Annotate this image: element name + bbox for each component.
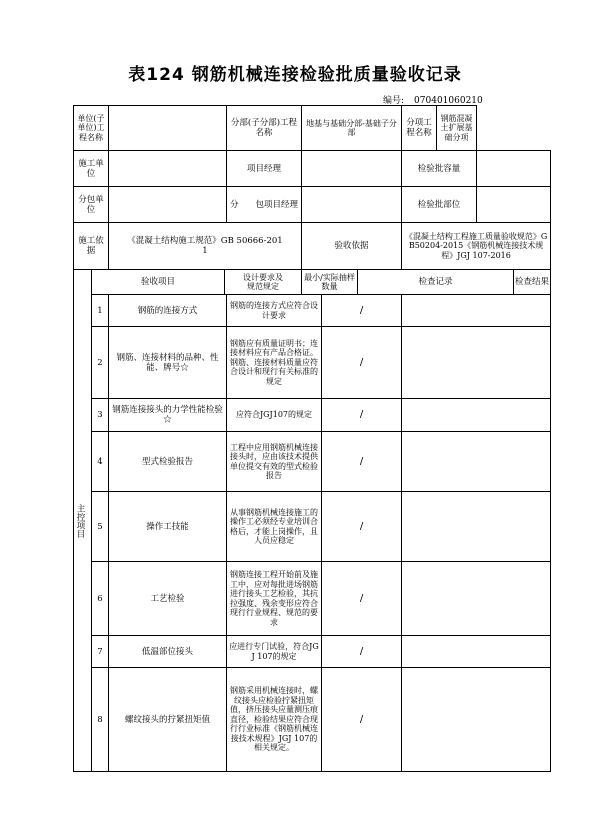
row-record bbox=[402, 668, 551, 772]
row-requirement: 工程中应用钢筋机械连接接头时，应由该技术提供单位提交有效的型式检验报告 bbox=[227, 432, 322, 492]
subcontractor-value bbox=[109, 187, 227, 223]
row-item: 钢筋连接接头的力学性能检验☆ bbox=[109, 399, 227, 432]
row-number: 8 bbox=[92, 668, 109, 772]
table-row bbox=[74, 492, 551, 562]
record-number-label: 编号: bbox=[383, 96, 405, 106]
row-item: 工艺检验 bbox=[109, 562, 227, 636]
row-requirement: 应进行专门试验，符合JGJ 107的规定 bbox=[227, 636, 322, 668]
row-item: 操作工技能 bbox=[109, 492, 227, 562]
row-sample: / bbox=[322, 432, 402, 492]
basis-value: 《混凝土结构施工规范》GB 50666-2011 bbox=[109, 223, 302, 270]
item-value: 钢筋混凝土扩展基础分项 bbox=[437, 106, 477, 151]
item-label: 分项工程名称 bbox=[402, 106, 437, 151]
subcontractor-label: 分包单位 bbox=[74, 187, 109, 223]
capacity-label: 检验批容量 bbox=[402, 151, 477, 187]
row-record bbox=[402, 295, 551, 327]
col-result-header: 检查结果 bbox=[514, 270, 551, 295]
unit-value bbox=[109, 106, 227, 151]
row-item: 钢筋、连接材料的品种、性能、牌号☆ bbox=[109, 327, 227, 399]
acceptance-value: 《混凝土结构工程施工质量验收规范》GB50204-2015《钢筋机械连接技术规程》JGJ 107-2016 bbox=[402, 223, 551, 270]
table-row bbox=[74, 295, 551, 327]
row-sample: / bbox=[322, 295, 402, 327]
row-number: 7 bbox=[92, 636, 109, 668]
table-row bbox=[74, 432, 551, 492]
col-item-header: 验收项目 bbox=[92, 270, 225, 295]
header-row-unit bbox=[74, 106, 551, 151]
header-row-basis bbox=[74, 223, 551, 270]
table-row bbox=[74, 327, 551, 399]
row-requirement: 从事钢筋机械连接施工的操作工必须经专业培训合格后，才能上岗操作，且人员应稳定 bbox=[227, 492, 322, 562]
column-header-row bbox=[74, 270, 551, 295]
pm-value bbox=[302, 151, 402, 187]
subpart-label: 分部(子分部)工程名称 bbox=[227, 106, 302, 151]
col-record-header: 检查记录 bbox=[358, 270, 514, 295]
location-label: 检验批部位 bbox=[402, 187, 477, 223]
row-sample: / bbox=[322, 636, 402, 668]
subpart-value: 地基与基础分部-基础子分部 bbox=[302, 106, 402, 151]
pm-label: 项目经理 bbox=[227, 151, 302, 187]
row-item: 型式检验报告 bbox=[109, 432, 227, 492]
row-number: 2 bbox=[92, 327, 109, 399]
constructor-value bbox=[109, 151, 227, 187]
row-sample: / bbox=[322, 492, 402, 562]
capacity-value bbox=[477, 151, 551, 187]
group-label: 主控项目 bbox=[75, 503, 85, 538]
row-sample: / bbox=[322, 399, 402, 432]
basis-label: 施工依据 bbox=[74, 223, 109, 270]
sub-pm-value bbox=[302, 187, 402, 223]
page-title: 表124 钢筋机械连接检验批质量验收记录 bbox=[128, 65, 462, 85]
table-row bbox=[74, 636, 551, 668]
row-requirement: 钢筋应有质量证明书；连接材料应有产品合格证。钢筋、连接材料质量应符合设计和现行有关标准的规定 bbox=[227, 327, 322, 399]
row-requirement: 钢筋的连接方式应符合设计要求 bbox=[227, 295, 322, 327]
row-record bbox=[402, 399, 551, 432]
row-number: 5 bbox=[92, 492, 109, 562]
row-number: 1 bbox=[92, 295, 109, 327]
row-sample: / bbox=[322, 562, 402, 636]
row-number: 3 bbox=[92, 399, 109, 432]
header-row-constructor bbox=[74, 151, 551, 187]
row-record bbox=[402, 327, 551, 399]
col-req-header: 设计要求及规范规定 bbox=[225, 270, 302, 295]
record-number-value: 070401060210 bbox=[414, 96, 483, 106]
acceptance-label: 验收依据 bbox=[302, 223, 402, 270]
row-sample: / bbox=[322, 668, 402, 772]
table-row bbox=[74, 562, 551, 636]
row-item: 低温部位接头 bbox=[109, 636, 227, 668]
row-record bbox=[402, 492, 551, 562]
sub-pm-label: 分 包项目经理 bbox=[227, 187, 302, 223]
table-row bbox=[74, 668, 551, 772]
header-row-subcontractor bbox=[74, 187, 551, 223]
row-requirement: 钢筋连接工程开始前及施工中，应对每批进场钢筋进行接头工艺检验，其抗拉强度、残余变形应符合现行行业规程、规范的要求 bbox=[227, 562, 322, 636]
row-record bbox=[402, 432, 551, 492]
row-requirement: 应符合JGJ107的规定 bbox=[227, 399, 322, 432]
row-record bbox=[402, 562, 551, 636]
row-number: 6 bbox=[92, 562, 109, 636]
constructor-label: 施工单位 bbox=[74, 151, 109, 187]
col-sample-header: 最小/实际抽样数量 bbox=[302, 270, 358, 295]
unit-label: 单位(子单位)工程名称 bbox=[74, 106, 109, 151]
row-record bbox=[402, 636, 551, 668]
row-sample: / bbox=[322, 327, 402, 399]
inspection-table bbox=[73, 105, 551, 772]
row-number: 4 bbox=[92, 432, 109, 492]
row-requirement: 钢筋采用机械连接时，螺纹接头应检验拧紧扭矩值，挤压接头应量测压痕直径，检验结果应符合现行行业标准《钢筋机械连接技术规程》JGJ 107的相关规定。 bbox=[227, 668, 322, 772]
group-label-cell bbox=[74, 270, 92, 772]
table-row bbox=[74, 399, 551, 432]
location-value bbox=[477, 187, 551, 223]
row-item: 螺纹接头的拧紧扭矩值 bbox=[109, 668, 227, 772]
row-item: 钢筋的连接方式 bbox=[109, 295, 227, 327]
